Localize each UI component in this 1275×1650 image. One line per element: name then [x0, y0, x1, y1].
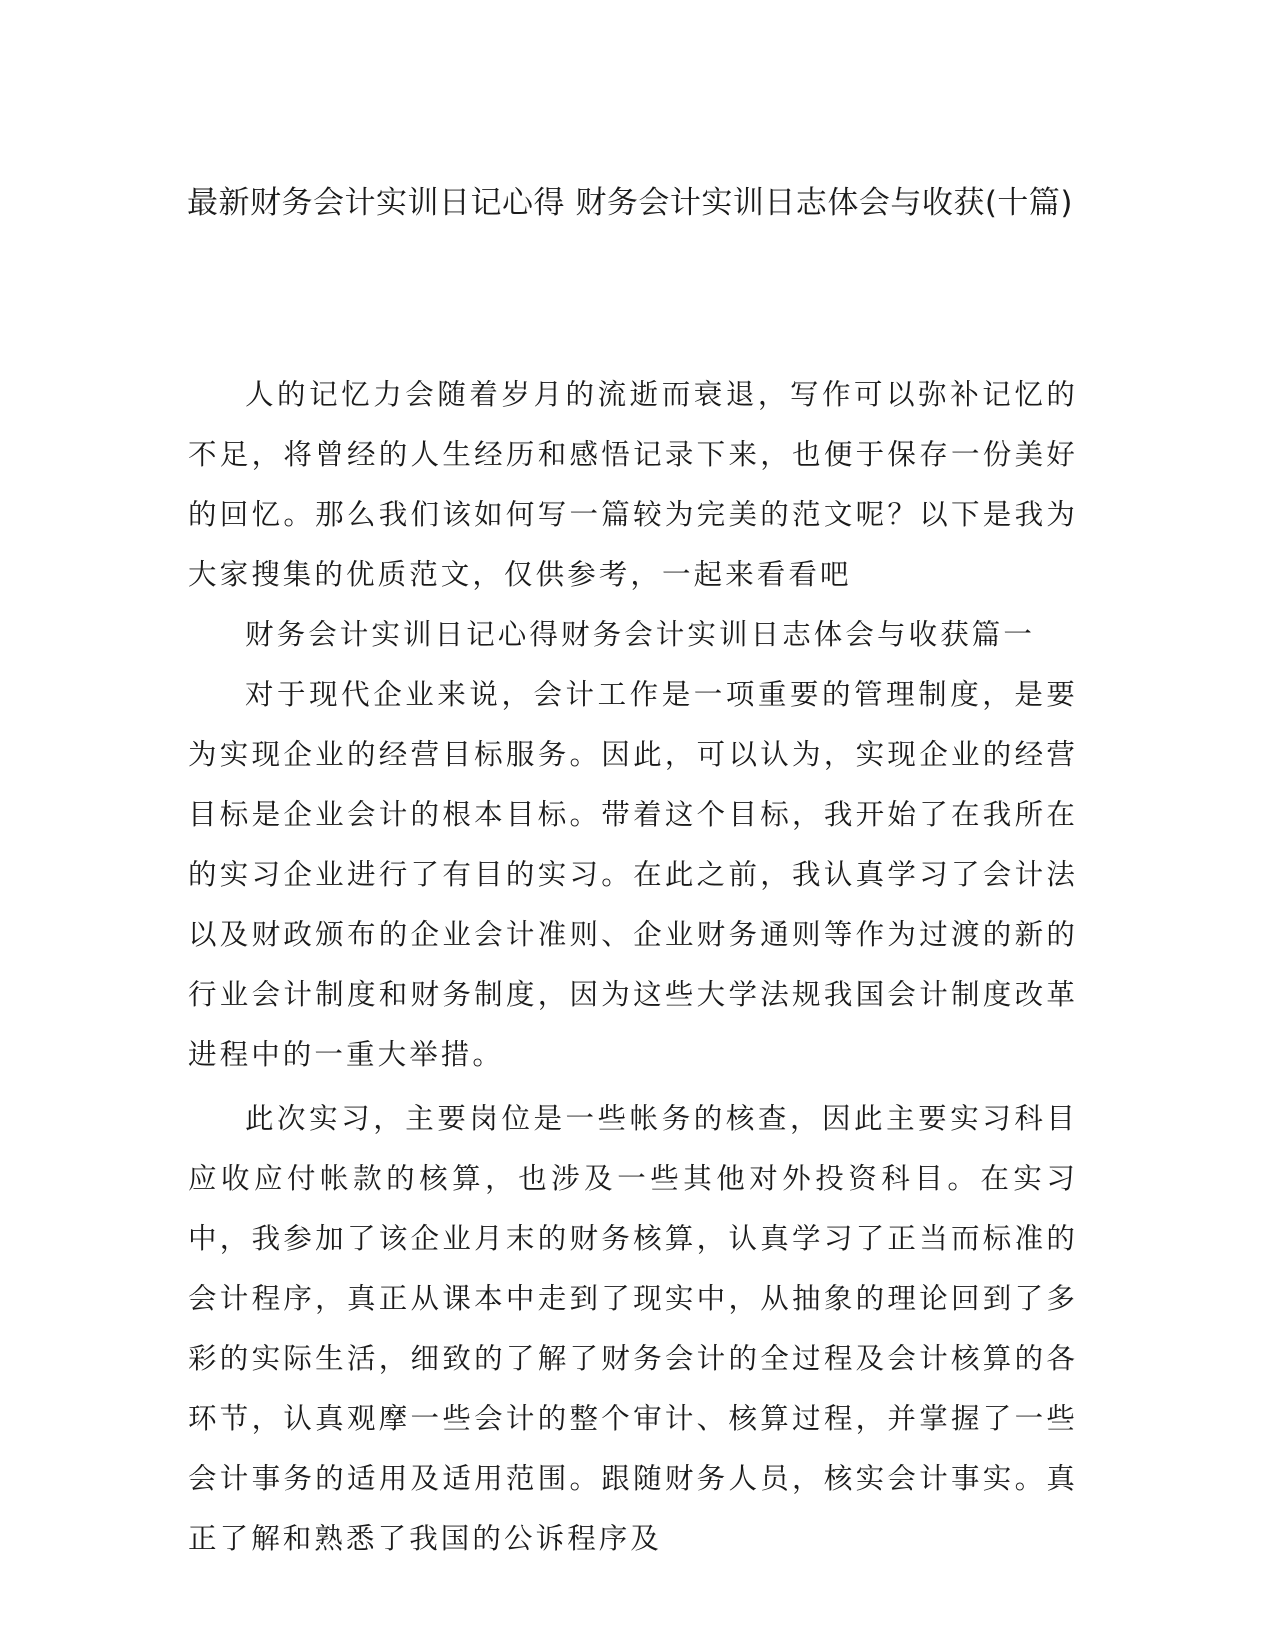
section-heading: 财务会计实训日记心得财务会计实训日志体会与收获篇一 — [245, 618, 1036, 651]
document-title: 最新财务会计实训日记心得 财务会计实训日志体会与收获(十篇) — [186, 185, 1074, 221]
body-paragraph: 对于现代企业来说，会计工作是一项重要的管理制度，是要为实现企业的经营目标服务。因此，可以认为，实现企业的经营目标是企业会计的根本目标。带着这个目标，我开始了在我所在的实习企业进行了有目的实习。在此之前，我认真学习了会计法以及财政颁布的企业会计准则、企业财务通则等作为过渡的新的行业会计制度和财务制度，因为这些大学法规我国会计制度改革进程中的一重大举措。 — [188, 678, 1078, 1071]
body-paragraph: 此次实习，主要岗位是一些帐务的核查，因此主要实习科目应收应付帐款的核算，也涉及一些其他对外投资科目。在实习中，我参加了该企业月末的财务核算，认真学习了正当而标准的会计程序，真正从课本中走到了现实中，从抽象的理论回到了多彩的实际生活，细致的了解了财务会计的全过程及会计核算的各环节，认真观摩一些会计的整个审计、核算过程，并掌握了一些会计事务的适用及适用范围。跟随财务人员，核实会计事实。真正了解和熟悉了我国的公诉程序及 — [188, 1102, 1078, 1555]
intro-paragraph: 人的记忆力会随着岁月的流逝而衰退，写作可以弥补记忆的不足，将曾经的人生经历和感悟记录下来，也便于保存一份美好的回忆。那么我们该如何写一篇较为完美的范文呢？以下是我为大家搜集的优质范文，仅供参考，一起来看看吧 — [188, 378, 1078, 591]
document-body — [188, 365, 1078, 1569]
